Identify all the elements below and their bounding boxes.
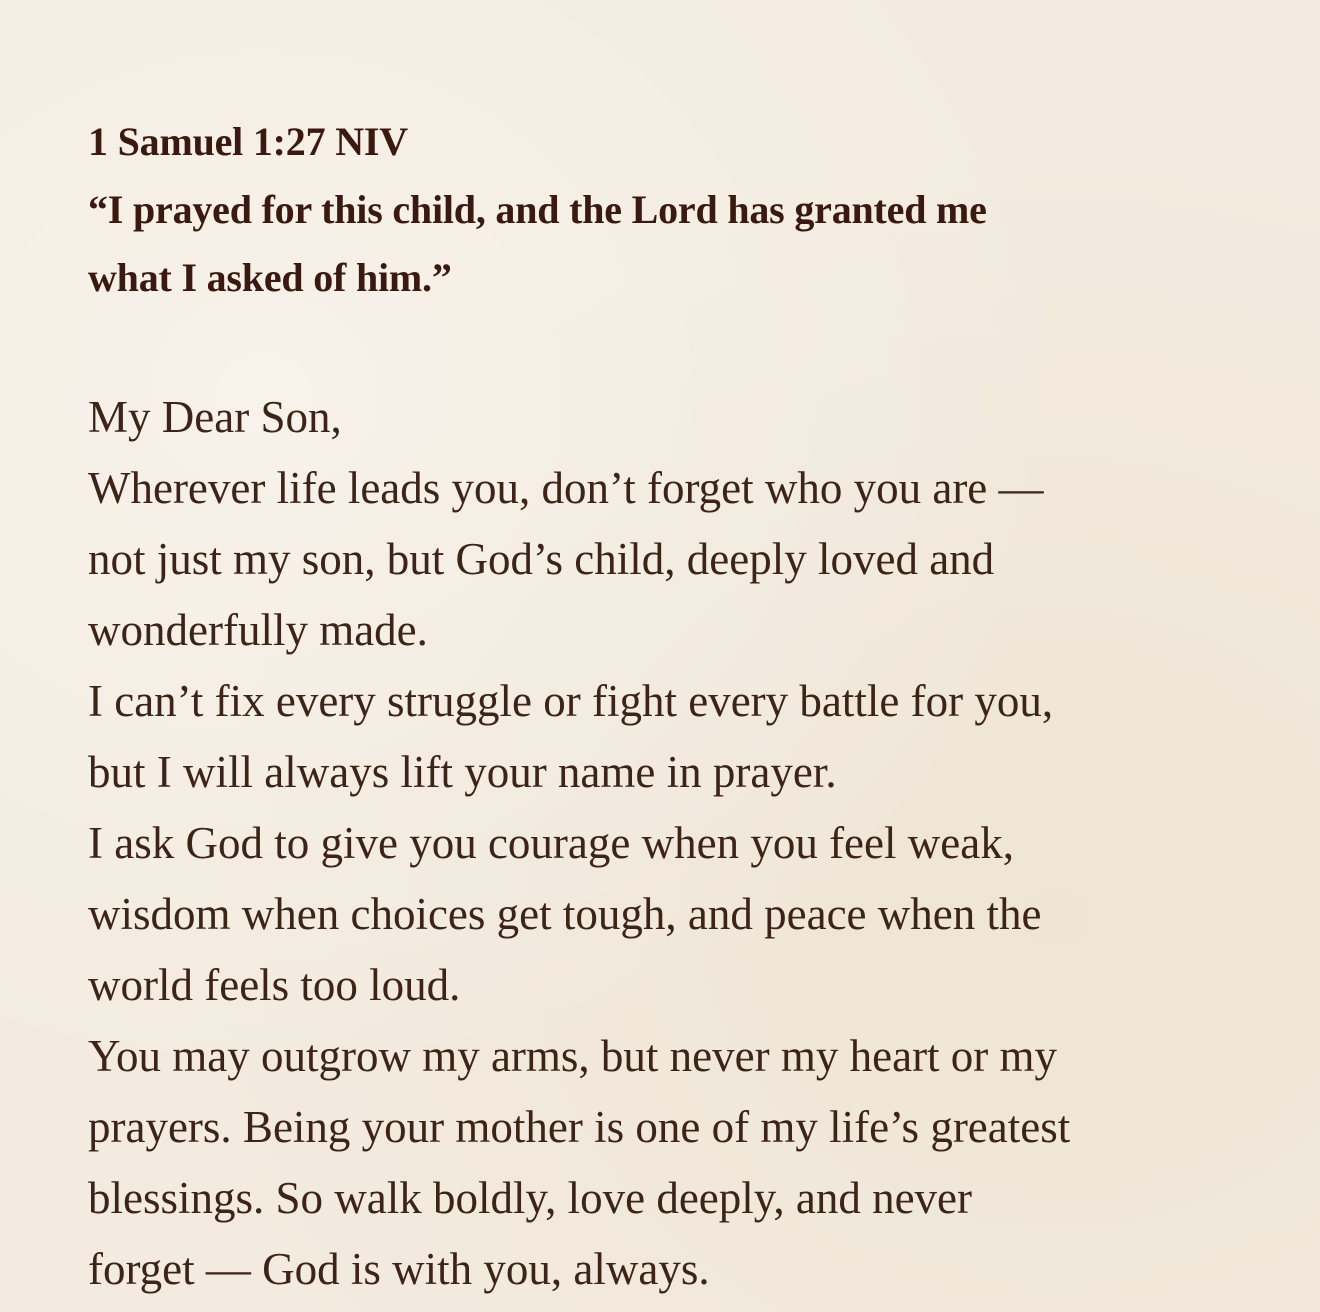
letter-line: but I will always lift your name in prayer. [88,747,837,797]
letter-line: Wherever life leads you, don’t forget who you are — [88,463,1044,513]
scripture-heading [88,108,1268,312]
verse-line: “I prayed for this child, and the Lord has granted me [88,187,987,232]
letter-line: wisdom when choices get tough, and peace when the [88,889,1042,939]
letter-line: world feels too loud. [88,960,461,1010]
letter-text [88,382,1268,1305]
letter-line: prayers. Being your mother is one of my life’s greatest [88,1102,1071,1152]
letter-line: forget — God is with you, always. [88,1244,710,1294]
verse-line: what I asked of him.” [88,255,452,300]
letter-line: You may outgrow my arms, but never my heart or my [88,1031,1058,1081]
document-body [88,108,1268,1305]
letter-line: I ask God to give you courage when you feel weak, [88,818,1014,868]
letter-line: blessings. So walk boldly, love deeply, and never [88,1173,973,1223]
spacer [88,312,1268,382]
letter-salutation: My Dear Son, [88,392,342,442]
letter-line: I can’t fix every struggle or fight every battle for you, [88,676,1054,726]
letter-line: wonderfully made. [88,605,428,655]
letter-line: not just my son, but God’s child, deeply loved and [88,534,995,584]
scripture-reference: 1 Samuel 1:27 NIV [88,119,408,164]
